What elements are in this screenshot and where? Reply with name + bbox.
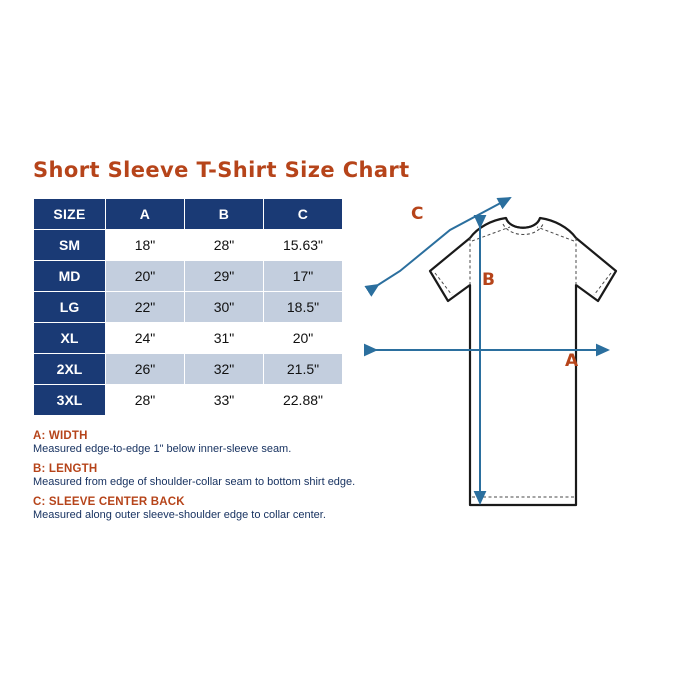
size-chart-table xyxy=(33,198,343,416)
row-header-size: XL xyxy=(34,323,106,354)
cell-a: 26" xyxy=(106,354,185,385)
table-header xyxy=(34,199,343,230)
cell-c: 17" xyxy=(264,261,343,292)
cell-b: 33" xyxy=(185,385,264,416)
dimension-label-b: B xyxy=(482,270,495,290)
cell-a: 24" xyxy=(106,323,185,354)
table-body xyxy=(34,230,343,416)
table-row xyxy=(34,292,343,323)
dimension-label-c: C xyxy=(411,204,424,224)
legend-desc-a: Measured edge-to-edge 1" below inner-sleeve seam. xyxy=(33,443,292,455)
cell-a: 20" xyxy=(106,261,185,292)
cell-b: 28" xyxy=(185,230,264,261)
page-title: Short Sleeve T-Shirt Size Chart xyxy=(33,158,410,182)
legend-desc-b: Measured from edge of shoulder-collar seam to bottom shirt edge. xyxy=(33,475,356,488)
measurement-legend xyxy=(33,430,363,522)
dimension-label-a: A xyxy=(565,351,579,371)
cell-b: 31" xyxy=(185,323,264,354)
table-header-row xyxy=(34,199,343,230)
cell-c: 21.5" xyxy=(264,354,343,385)
row-header-size: MD xyxy=(34,261,106,292)
table-row xyxy=(34,354,343,385)
legend-key-a: A: WIDTH xyxy=(33,430,88,442)
tshirt-diagram xyxy=(360,175,660,535)
table-row xyxy=(34,385,343,416)
cell-a: 28" xyxy=(106,385,185,416)
row-header-size: LG xyxy=(34,292,106,323)
column-header-a: A xyxy=(106,199,185,230)
legend-desc-c: Measured along outer sleeve-shoulder edge to collar center. xyxy=(33,508,326,521)
table-row xyxy=(34,323,343,354)
legend-key-c: C: SLEEVE CENTER BACK xyxy=(33,495,185,508)
table-row xyxy=(34,261,343,292)
cell-b: 29" xyxy=(185,261,264,292)
tshirt-outline-icon xyxy=(360,175,660,535)
column-header-size: SIZE xyxy=(34,199,106,230)
row-header-size: 2XL xyxy=(34,354,106,385)
cell-c: 18.5" xyxy=(264,292,343,323)
cell-c: 22.88" xyxy=(264,385,343,416)
cell-c: 20" xyxy=(264,323,343,354)
cell-a: 22" xyxy=(106,292,185,323)
cell-b: 30" xyxy=(185,292,264,323)
column-header-c: C xyxy=(264,199,343,230)
row-header-size: 3XL xyxy=(34,385,106,416)
table-row xyxy=(34,230,343,261)
row-header-size: SM xyxy=(34,230,106,261)
cell-b: 32" xyxy=(185,354,264,385)
cell-c: 15.63" xyxy=(264,230,343,261)
legend-key-b: B: LENGTH xyxy=(33,462,98,475)
column-header-b: B xyxy=(185,199,264,230)
cell-a: 18" xyxy=(106,230,185,261)
